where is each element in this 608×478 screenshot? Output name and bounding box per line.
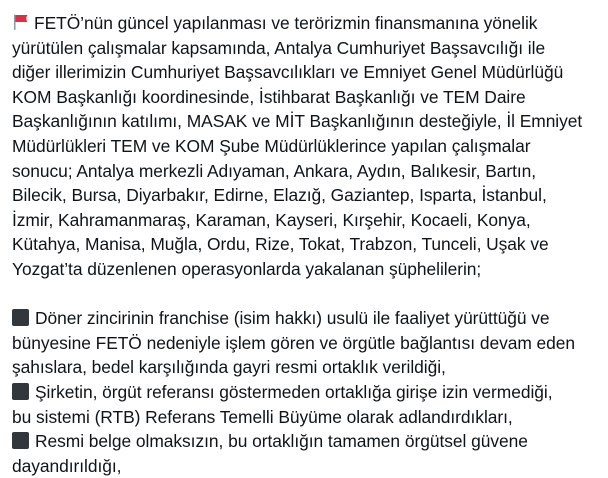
text-line: yürütülen çalışmalar kapsamında, Antalya Cumhuriyet Başsavcılığı ile: [12, 37, 546, 58]
black-square-icon: [12, 309, 29, 326]
text-line: Bilecik, Bursa, Diyarbakır, Edirne, Elazığ, Gaziantep, Isparta, İstanbul,: [12, 185, 547, 206]
text-line: Kütahya, Manisa, Muğla, Ordu, Rize, Tokat, Trabzon, Tunceli, Uşak ve: [12, 234, 549, 255]
red-flag-icon: [12, 13, 30, 31]
text-line: bünyesine FETÖ nedeniyle işlem gören ve örgütle bağlantısı devam eden: [12, 332, 576, 353]
text-line: FETÖ’nün güncel yapılanması ve terörizmin finansmanına yönelik: [12, 11, 600, 36]
text-line: Resmi belge olmaksızın, bu ortaklığın tamamen örgütsel güvene: [12, 429, 600, 454]
text-line: KOM Başkanlığı koordinesinde, İstihbarat Başkanlığı ve TEM Daire: [12, 86, 526, 107]
text-line: şahıslara, bedel karşılığında gayri resmi ortaklık verildiği,: [12, 357, 446, 378]
text-line: Müdürlükleri TEM ve KOM Şube Müdürlüklerince yapılan çalışmalar: [12, 135, 531, 156]
text-line: İzmir, Kahramanmaraş, Karaman, Kayseri, Kırşehir, Kocaeli, Konya,: [12, 209, 531, 230]
text-line: bu sistemi (RTB) Referans Temelli Büyüme olarak adlandırdıkları,: [12, 406, 513, 427]
text-line: dayandırıldığı,: [12, 455, 122, 476]
intro-paragraph: [12, 11, 600, 282]
text-line: sonucu; Antalya merkezli Adıyaman, Ankara, Aydın, Balıkesir, Bartın,: [12, 160, 537, 181]
text-line: Başkanlığının katılımı, MASAK ve MİT Başkanlığının desteğiyle, İl Emniyet: [12, 111, 583, 132]
black-square-icon: [12, 432, 29, 449]
bullet-item: [12, 380, 600, 429]
bullet-list: [12, 306, 600, 478]
paragraph-gap: [12, 282, 600, 307]
text-line: diğer illerimizin Cumhuriyet Başsavcılıkları ve Emniyet Genel Müdürlüğü: [12, 62, 564, 83]
tweet-text: [12, 11, 600, 478]
text-line: Yozgat’ta düzenlenen operasyonlarda yakalanan şüphelilerin;: [12, 258, 482, 279]
bullet-item: [12, 306, 600, 380]
black-square-icon: [12, 383, 29, 400]
text-line: Döner zincirinin franchise (isim hakkı) usulü ile faaliyet yürüttüğü ve: [12, 306, 600, 331]
text-line: Şirketin, örgüt referansı göstermeden ortaklığa girişe izin vermediği,: [12, 380, 600, 405]
